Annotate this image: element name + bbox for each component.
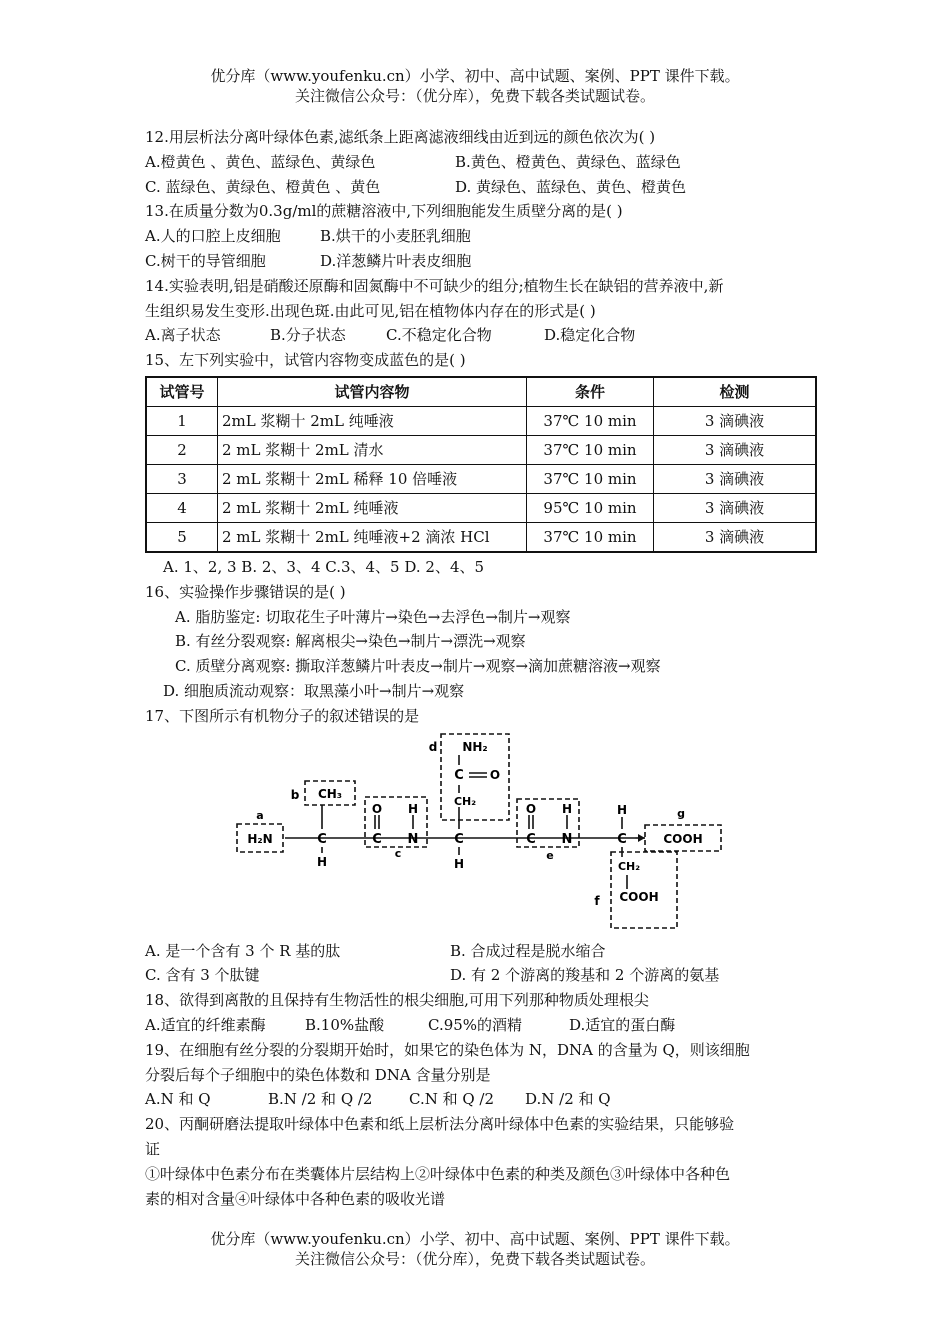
q20-statements-line1: ①叶绿体中色素分布在类囊体片层结构上②叶绿体中色素的种类及颜色③叶绿体中各种色 — [145, 1164, 731, 1183]
atom-c5: C — [526, 831, 536, 847]
table-row — [146, 522, 816, 552]
atom-h4: H — [561, 801, 573, 816]
q16-stem: 16、实验操作步骤错误的是( ) — [145, 582, 346, 601]
table-header-row — [146, 377, 816, 407]
cell-condition: 37℃ 10 min — [527, 435, 654, 464]
footer-line-2: 关注微信公众号：（优分库），免费下载各类试题试卷。 — [294, 1250, 655, 1268]
q14-option-a: A.离子状态 — [145, 326, 221, 345]
q12-option-a: A.橙黄色 、黄色、蓝绿色、黄绿色 — [145, 152, 376, 171]
q13-option-a: A.人的口腔上皮细胞 — [145, 227, 281, 246]
exam-content — [145, 125, 835, 1211]
q17-stem: 17、下图所示有机物分子的叙述错误的是 — [145, 706, 420, 725]
q14-options — [145, 323, 835, 348]
peptide-structure-diagram — [145, 729, 835, 939]
label-d: d — [428, 739, 438, 754]
q20-statements-line2: 素的相对含量④叶绿体中各种色素的吸收光谱 — [145, 1189, 446, 1208]
cell-test: 3 滴碘液 — [654, 493, 817, 522]
label-f: f — [594, 893, 600, 908]
table-row — [146, 406, 816, 435]
q14-option-c: C.不稳定化合物 — [386, 326, 492, 345]
group-cooh-f: COOH — [619, 889, 659, 904]
q19-stem-line2: 分裂后每个子细胞中的染色体数和 DNA 含量分别是 — [145, 1065, 491, 1084]
cell-contents: 2 mL 浆糊十 2mL 纯唾液 — [218, 493, 527, 522]
q17-option-c: C. 含有 3 个肽键 — [145, 966, 260, 985]
cell-tube: 2 — [146, 435, 218, 464]
cell-contents: 2 mL 浆糊十 2mL 纯唾液+2 滴浓 HCl — [218, 522, 527, 552]
cell-tube: 5 — [146, 522, 218, 552]
cell-contents: 2mL 浆糊十 2mL 纯唾液 — [218, 406, 527, 435]
cell-test: 3 滴碘液 — [654, 464, 817, 493]
peptide-svg — [145, 729, 835, 939]
atom-c2: C — [372, 831, 382, 847]
col-header-test: 检测 — [654, 377, 817, 407]
atom-c4: C — [454, 831, 464, 847]
page-footer — [0, 1229, 950, 1269]
q17-options-row1 — [145, 939, 835, 964]
q17-option-b: B. 合成过程是脱水缩合 — [450, 941, 606, 960]
page-header — [0, 66, 950, 106]
q18-option-b: B.10%盐酸 — [305, 1015, 385, 1034]
col-header-tube: 试管号 — [146, 377, 218, 407]
col-header-contents: 试管内容物 — [218, 377, 527, 407]
q15-options: A. 1、2, 3 B. 2、3、4 C.3、4、5 D. 2、4、5 — [163, 557, 485, 576]
q16-option-b: B. 有丝分裂观察: 解离根尖→染色→制片→漂洗→观察 — [175, 632, 526, 651]
group-h2n: H₂N — [247, 831, 273, 846]
cell-condition: 95℃ 10 min — [527, 493, 654, 522]
atom-o1: O — [371, 801, 383, 816]
group-ch2-a: CH₂ — [453, 794, 477, 808]
q13-options-row1 — [145, 224, 835, 249]
atom-c6: C — [617, 831, 627, 847]
col-header-condition: 条件 — [527, 377, 654, 407]
q12-option-c: C. 蓝绿色、黄绿色、橙黄色 、黄色 — [145, 177, 381, 196]
q12-options-row1 — [145, 150, 835, 175]
q13-option-b: B.烘干的小麦胚乳细胞 — [320, 227, 471, 246]
footer-line-1: 优分库（www.youfenku.cn）小学、初中、高中试题、案例、PPT 课件下载。 — [210, 1230, 740, 1248]
cell-test: 3 滴碘液 — [654, 406, 817, 435]
atom-c1: C — [317, 831, 327, 847]
q14-option-d: D.稳定化合物 — [544, 326, 636, 345]
label-a: a — [256, 808, 264, 822]
q14-option-b: B.分子状态 — [270, 326, 346, 345]
atom-h1: H — [316, 854, 328, 869]
atom-c3: C — [454, 767, 464, 783]
cell-tube: 4 — [146, 493, 218, 522]
label-e: e — [546, 848, 554, 862]
q12-stem: 12.用层析法分离叶绿体色素,滤纸条上距离滤液细线由近到远的颜色依次为( ) — [145, 128, 656, 146]
cell-contents: 2 mL 浆糊十 2mL 清水 — [218, 435, 527, 464]
q16-option-d: D. 细胞质流动观察：取黑藻小叶→制片→观察 — [163, 681, 465, 700]
atom-n2: N — [561, 831, 573, 847]
cell-test: 3 滴碘液 — [654, 435, 817, 464]
table-row — [146, 435, 816, 464]
label-c: c — [394, 846, 402, 860]
q16-option-a: A. 脂肪鉴定: 切取花生子叶薄片→染色→去浮色→制片→观察 — [175, 607, 571, 626]
q19-option-b: B.N /2 和 Q /2 — [268, 1090, 373, 1109]
atom-o2: O — [489, 767, 501, 782]
header-line-1: 优分库（www.youfenku.cn）小学、初中、高中试题、案例、PPT 课件下载。 — [210, 67, 740, 85]
cell-test: 3 滴碘液 — [654, 522, 817, 552]
group-ch2-b: CH₂ — [617, 859, 641, 873]
q19-option-c: C.N 和 Q /2 — [409, 1090, 495, 1109]
table-row — [146, 493, 816, 522]
group-ch3: CH₃ — [317, 786, 343, 801]
q18-option-a: A.适宜的纤维素酶 — [145, 1015, 266, 1034]
label-b: b — [290, 787, 300, 802]
cell-tube: 3 — [146, 464, 218, 493]
q14-stem-line1: 14.实验表明,铝是硝酸还原酶和固氮酶中不可缺少的组分;植物生长在缺铝的营养液中,新 — [145, 276, 724, 295]
q19-option-d: D.N /2 和 Q — [525, 1090, 611, 1109]
q18-option-d: D.适宜的蛋白酶 — [569, 1015, 676, 1034]
atom-h3: H — [453, 856, 465, 871]
q19-option-a: A.N 和 Q — [145, 1090, 211, 1109]
q19-options — [145, 1087, 835, 1112]
q13-stem: 13.在质量分数为0.3g/ml的蔗糖溶液中,下列细胞能发生质壁分离的是( ) — [145, 202, 623, 221]
table-row — [146, 464, 816, 493]
cell-condition: 37℃ 10 min — [527, 522, 654, 552]
q16-option-c: C. 质壁分离观察: 撕取洋葱鳞片叶表皮→制片→观察→滴加蔗糖溶液→观察 — [175, 657, 661, 676]
atom-h2: H — [407, 801, 419, 816]
q13-option-d: D.洋葱鳞片叶表皮细胞 — [320, 251, 472, 270]
group-cooh-g: COOH — [663, 831, 703, 846]
q19-stem-line1: 19、在细胞有丝分裂的分裂期开始时，如果它的染色体为 N，DNA 的含量为 Q，则该细胞 — [145, 1040, 750, 1059]
q18-option-c: C.95%的酒精 — [428, 1015, 523, 1034]
q20-stem-line2: 证 — [145, 1139, 161, 1158]
cell-contents: 2 mL 浆糊十 2mL 稀释 10 倍唾液 — [218, 464, 527, 493]
q12-option-d: D. 黄绿色、蓝绿色、黄色、橙黄色 — [455, 177, 687, 196]
q17-option-d: D. 有 2 个游离的羧基和 2 个游离的氨基 — [450, 966, 720, 985]
atom-o3: O — [525, 801, 537, 816]
cell-tube: 1 — [146, 406, 218, 435]
q18-options — [145, 1013, 835, 1038]
q13-option-c: C.树干的导管细胞 — [145, 251, 266, 270]
q12-option-b: B.黄色、橙黄色、黄绿色、蓝绿色 — [455, 152, 681, 171]
q15-stem: 15、左下列实验中，试管内容物变成蓝色的是( ) — [145, 351, 466, 370]
q17-option-a: A. 是一个含有 3 个 R 基的肽 — [145, 941, 341, 960]
header-line-2: 关注微信公众号：（优分库），免费下载各类试题试卷。 — [294, 87, 655, 105]
q18-stem: 18、欲得到离散的且保持有生物活性的根尖细胞,可用下列那种物质处理根尖 — [145, 991, 649, 1010]
q20-stem-line1: 20、丙酮研磨法提取叶绿体中色素和纸上层析法分离叶绿体中色素的实验结果，只能够验 — [145, 1115, 735, 1134]
cell-condition: 37℃ 10 min — [527, 464, 654, 493]
atom-n1: N — [407, 831, 419, 847]
label-g: g — [677, 806, 685, 820]
q13-options-row2 — [145, 249, 835, 274]
q14-stem-line2: 生组织易发生变形.出现色斑.由此可见,铝在植物体内存在的形式是( ) — [145, 301, 596, 320]
group-nh2: NH₂ — [462, 739, 488, 754]
q17-options-row2 — [145, 963, 835, 988]
q12-options-row2 — [145, 175, 835, 200]
q15-experiment-table — [145, 376, 817, 553]
cell-condition: 37℃ 10 min — [527, 406, 654, 435]
atom-h5: H — [616, 802, 628, 817]
